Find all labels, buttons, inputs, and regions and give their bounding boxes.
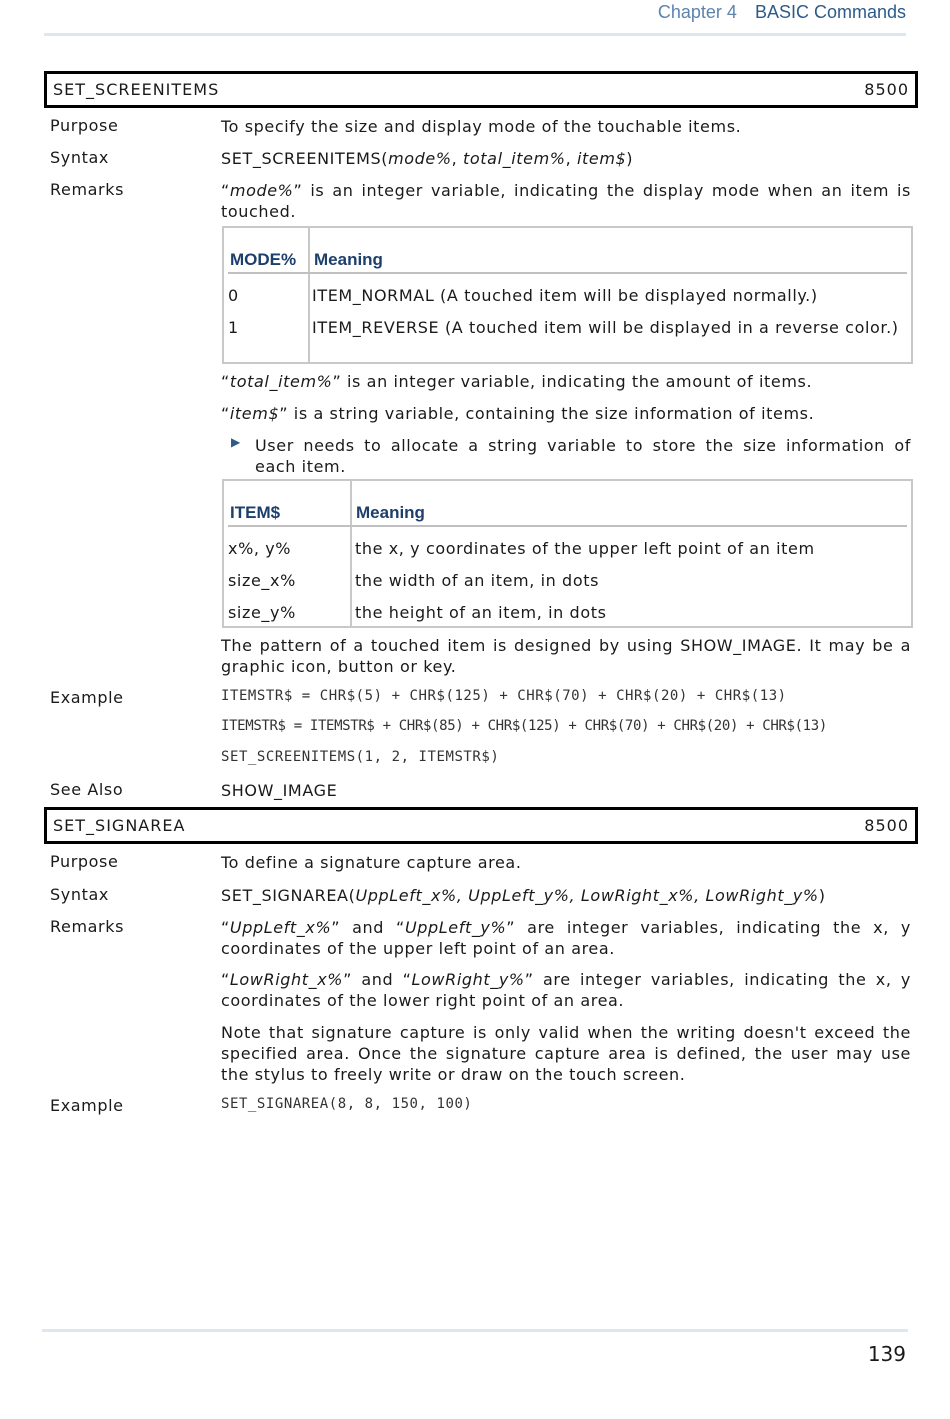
table-header: ITEM$	[230, 503, 281, 522]
remarks-label: Remarks	[50, 180, 125, 199]
table-cell: the width of an item, in dots	[355, 571, 600, 590]
command-name: SET_SIGNAREA	[53, 816, 186, 835]
table-cell: ITEM_NORMAL (A touched item will be displayed normally.)	[312, 286, 818, 305]
example-label: Example	[50, 688, 124, 707]
example-code-line: ITEMSTR$ = ITEMSTR$ + CHR$(85) + CHR$(125) + CHR$(70) + CHR$(20) + CHR$(13)	[221, 718, 827, 734]
see-also-label: See Also	[50, 780, 124, 799]
remark-item: “item$” is a string variable, containing the size information of items.	[221, 404, 815, 423]
purpose-label: Purpose	[50, 852, 119, 871]
remark-lower-right: “LowRight_x%” and “LowRight_y%” are integer variables, indicating the x, y coordinates of the lower right point of an area.	[221, 970, 911, 1010]
table-header: Meaning	[314, 250, 383, 269]
example-code-line: SET_SIGNAREA(8, 8, 150, 100)	[221, 1096, 473, 1112]
syntax-label: Syntax	[50, 885, 109, 904]
syntax-label: Syntax	[50, 148, 109, 167]
command-title-box	[44, 71, 918, 108]
table-cell: 0	[228, 286, 239, 305]
table-cell: the height of an item, in dots	[355, 603, 607, 622]
header-divider	[44, 33, 906, 36]
table-header-row	[228, 503, 907, 527]
mode-table	[222, 226, 913, 364]
footer-divider	[42, 1329, 908, 1332]
table-header: Meaning	[356, 503, 425, 522]
item-table	[222, 479, 913, 628]
see-also-link[interactable]: SHOW_IMAGE	[221, 781, 338, 800]
table-cell: x%, y%	[228, 539, 292, 558]
page-header	[658, 2, 906, 23]
purpose-label: Purpose	[50, 116, 119, 135]
purpose-text: To define a signature capture area.	[221, 853, 522, 872]
page-number: 139	[867, 1342, 906, 1366]
example-label: Example	[50, 1096, 124, 1115]
table-divider	[308, 228, 310, 362]
table-cell: size_y%	[228, 603, 296, 622]
bullet-arrow-icon: ▶	[231, 435, 241, 449]
table-header-row	[228, 250, 907, 274]
command-name: SET_SCREENITEMS	[53, 80, 220, 99]
remark-upper-left: “UppLeft_x%” and “UppLeft_y%” are integer variables, indicating the x, y coordinates of the upper left point of an area.	[221, 918, 911, 958]
table-cell: the x, y coordinates of the upper left point of an item	[355, 539, 815, 558]
table-cell: 1	[228, 318, 239, 337]
model-number: 8500	[864, 816, 909, 835]
remark-mode: “mode%” is an integer variable, indicating the display mode when an item is touched.	[221, 181, 911, 221]
section-title: BASIC Commands	[754, 2, 906, 22]
table-cell: size_x%	[228, 571, 296, 590]
note-text: User needs to allocate a string variable to store the size information of each item.	[255, 436, 911, 476]
remark-total-item: “total_item%” is an integer variable, indicating the amount of items.	[221, 372, 813, 391]
syntax-text: SET_SIGNAREA(UppLeft_x%, UppLeft_y%, LowRight_x%, LowRight_y%)	[221, 886, 826, 905]
syntax-text: SET_SCREENITEMS(mode%, total_item%, item$)	[221, 149, 634, 168]
remark-pattern: The pattern of a touched item is designed by using SHOW_IMAGE. It may be a graphic icon, button or key.	[221, 636, 911, 676]
remarks-label: Remarks	[50, 917, 125, 936]
command-title-box	[44, 807, 918, 844]
example-code-line: ITEMSTR$ = CHR$(5) + CHR$(125) + CHR$(70) + CHR$(20) + CHR$(13)	[221, 688, 787, 704]
chapter-label: Chapter 4	[657, 2, 737, 22]
model-number: 8500	[864, 80, 909, 99]
table-cell: ITEM_REVERSE (A touched item will be displayed in a reverse color.)	[312, 318, 899, 337]
remark-note: Note that signature capture is only valid when the writing doesn't exceed the specified area. Once the signature capture area is defined, the user may use the stylus to freely write or draw on the touch screen.	[221, 1023, 911, 1084]
example-code-line: SET_SCREENITEMS(1, 2, ITEMSTR$)	[221, 749, 500, 765]
table-header: MODE%	[230, 250, 297, 269]
purpose-text: To specify the size and display mode of the touchable items.	[221, 117, 742, 136]
